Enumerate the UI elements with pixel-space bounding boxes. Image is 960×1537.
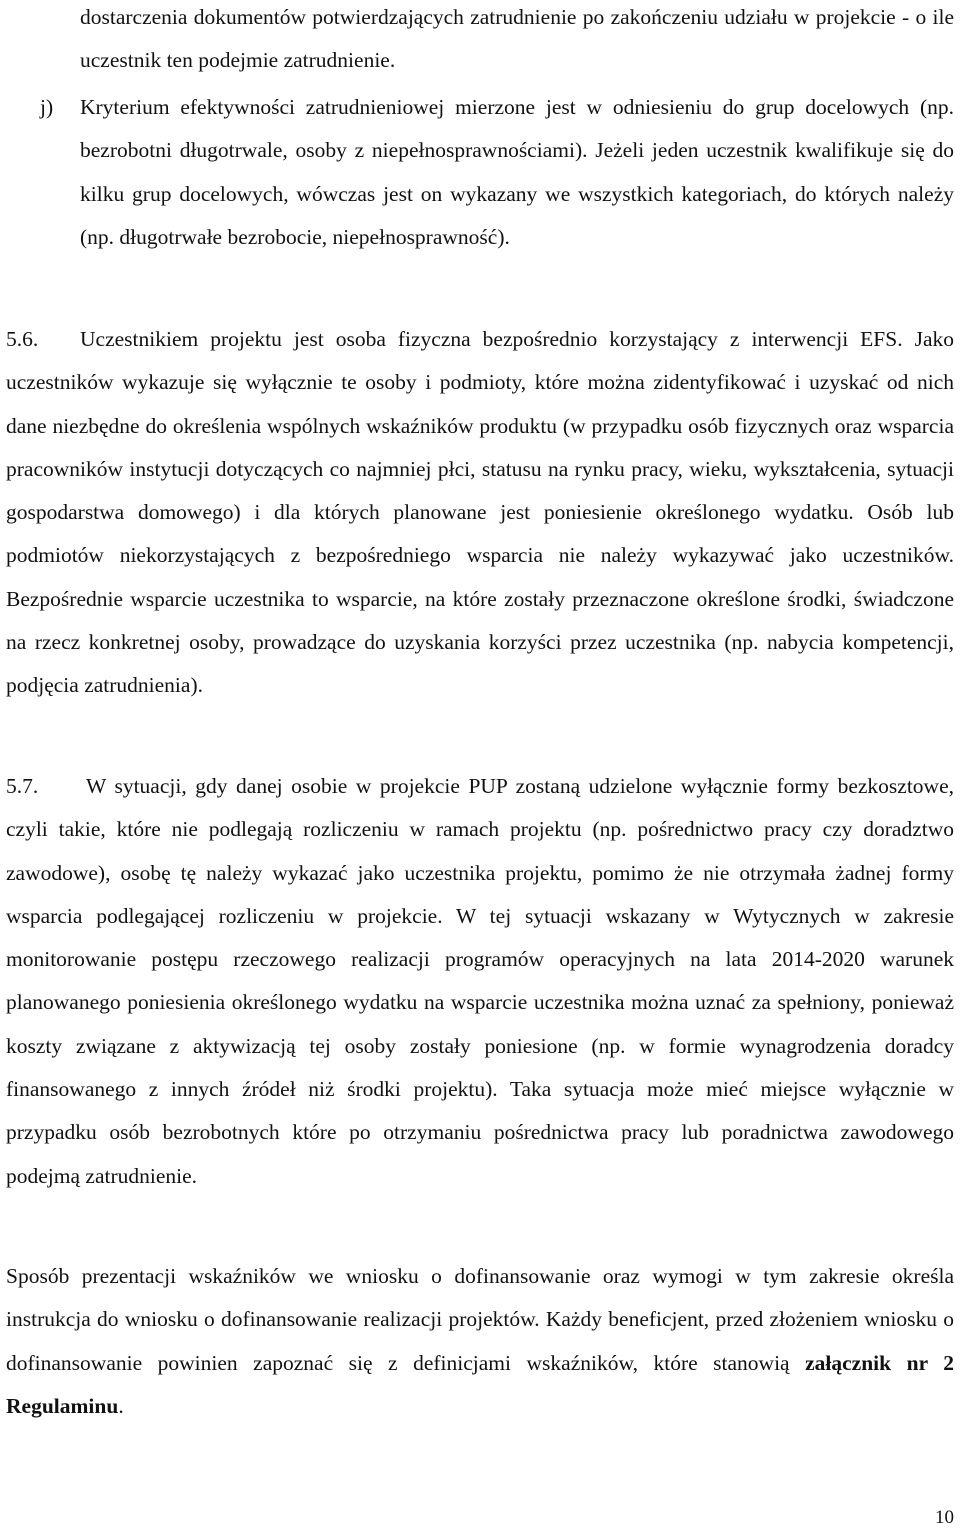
- closing-period: .: [118, 1393, 124, 1418]
- section-text: Uczestnikiem projektu jest osoba fizyczna bezpośrednio korzystający z interwencji EFS. Jako uczestników wykazuje się wyłącznie te osoby i podmioty, które można zidentyfikować i uzyskać od nich dane niezbędne do określenia wspólnych wskaźników produktu (w przypadku osób fizycznych oraz wsparcia pracowników instytucji dotyczących co najmniej płci, statusu na rynku pracy, wieku, wykształcenia, sytuacji gospodarstwa domowego) i dla których planowane jest poniesienie określonego wydatku. Osób lub podmiotów niekorzystających z bezpośredniego wsparcia nie należy wykazywać jako uczestników. Bezpośrednie wsparcie uczestnika to wsparcie, na które zostały przeznaczone określone środki, świadczone na rzecz konkretnej osoby, prowadzące do uzyskania korzyści przez uczestnika (np. nabycia kompetencji, podjęcia zatrudnienia).: [6, 327, 954, 698]
- list-item-text: Kryterium efektywności zatrudnieniowej mierzone jest w odniesieniu do grup docelowych (np. bezrobotni długotrwale, osoby z niepełnosprawnościami). Jeżeli jeden uczestnik kwalifikuje się do kilku grup docelowych, wówczas jest on wykazany we wszystkich kategoriach, do których należy (np. długotrwałe bezrobocie, niepełnosprawność).: [80, 95, 954, 249]
- closing-paragraph: [6, 1255, 954, 1428]
- attachment-reference: załącznik nr 2 Regulaminu: [6, 1350, 955, 1418]
- section-5-7: [6, 765, 954, 1198]
- closing-text: Sposób prezentacji wskaźników we wniosku o dofinansowanie oraz wymogi w tym zakresie określa instrukcja do wniosku o dofinansowanie realizacji projektów. Każdy beneficjent, przed złożeniem wniosku o dofinansowanie powinien zapoznać się z definicjami wskaźników, które stanowią: [6, 1264, 954, 1375]
- paragraph-continuation: dostarczenia dokumentów potwierdzających zatrudnienie po zakończeniu udziału w projekcie - o ile uczestnik ten podejmie zatrudnienie.: [80, 5, 954, 73]
- section-number: 5.6.: [6, 327, 39, 351]
- list-item-marker: j): [40, 95, 54, 119]
- list-item-j: [40, 86, 954, 259]
- section-text: W sytuacji, gdy danej osobie w projekcie PUP zostaną udzielone wyłącznie formy bezkosztowe, czyli takie, które nie podlegają rozliczeniu w ramach projektu (np. pośrednictwo pracy czy doradztwo zawodowe), osobę tę należy wykazać jako uczestnika projektu, pomimo że nie otrzymała żadnej formy wsparcia podlegającej rozliczeniu w projekcie. W tej sytuacji wskazany w Wytycznych w zakresie monitorowanie postępu rzeczowego realizacji programów operacyjnych na lata 2014-2020 warunek planowanego poniesienia określonego wydatku na wsparcie uczestnika można uznać za spełniony, ponieważ koszty związane z aktywizacją tej osoby zostały poniesione (np. w formie wynagrodzenia doradcy finansowanego z innych źródeł niż środki projektu). Taka sytuacja może mieć miejsce wyłącznie w przypadku osób bezrobotnych które po otrzymaniu pośrednictwa pracy lub poradnictwa zawodowego podejmą zatrudnienie.: [6, 774, 954, 1188]
- section-5-6: [6, 318, 954, 708]
- section-number: 5.7.: [6, 774, 39, 798]
- page-number: 10: [935, 1507, 954, 1528]
